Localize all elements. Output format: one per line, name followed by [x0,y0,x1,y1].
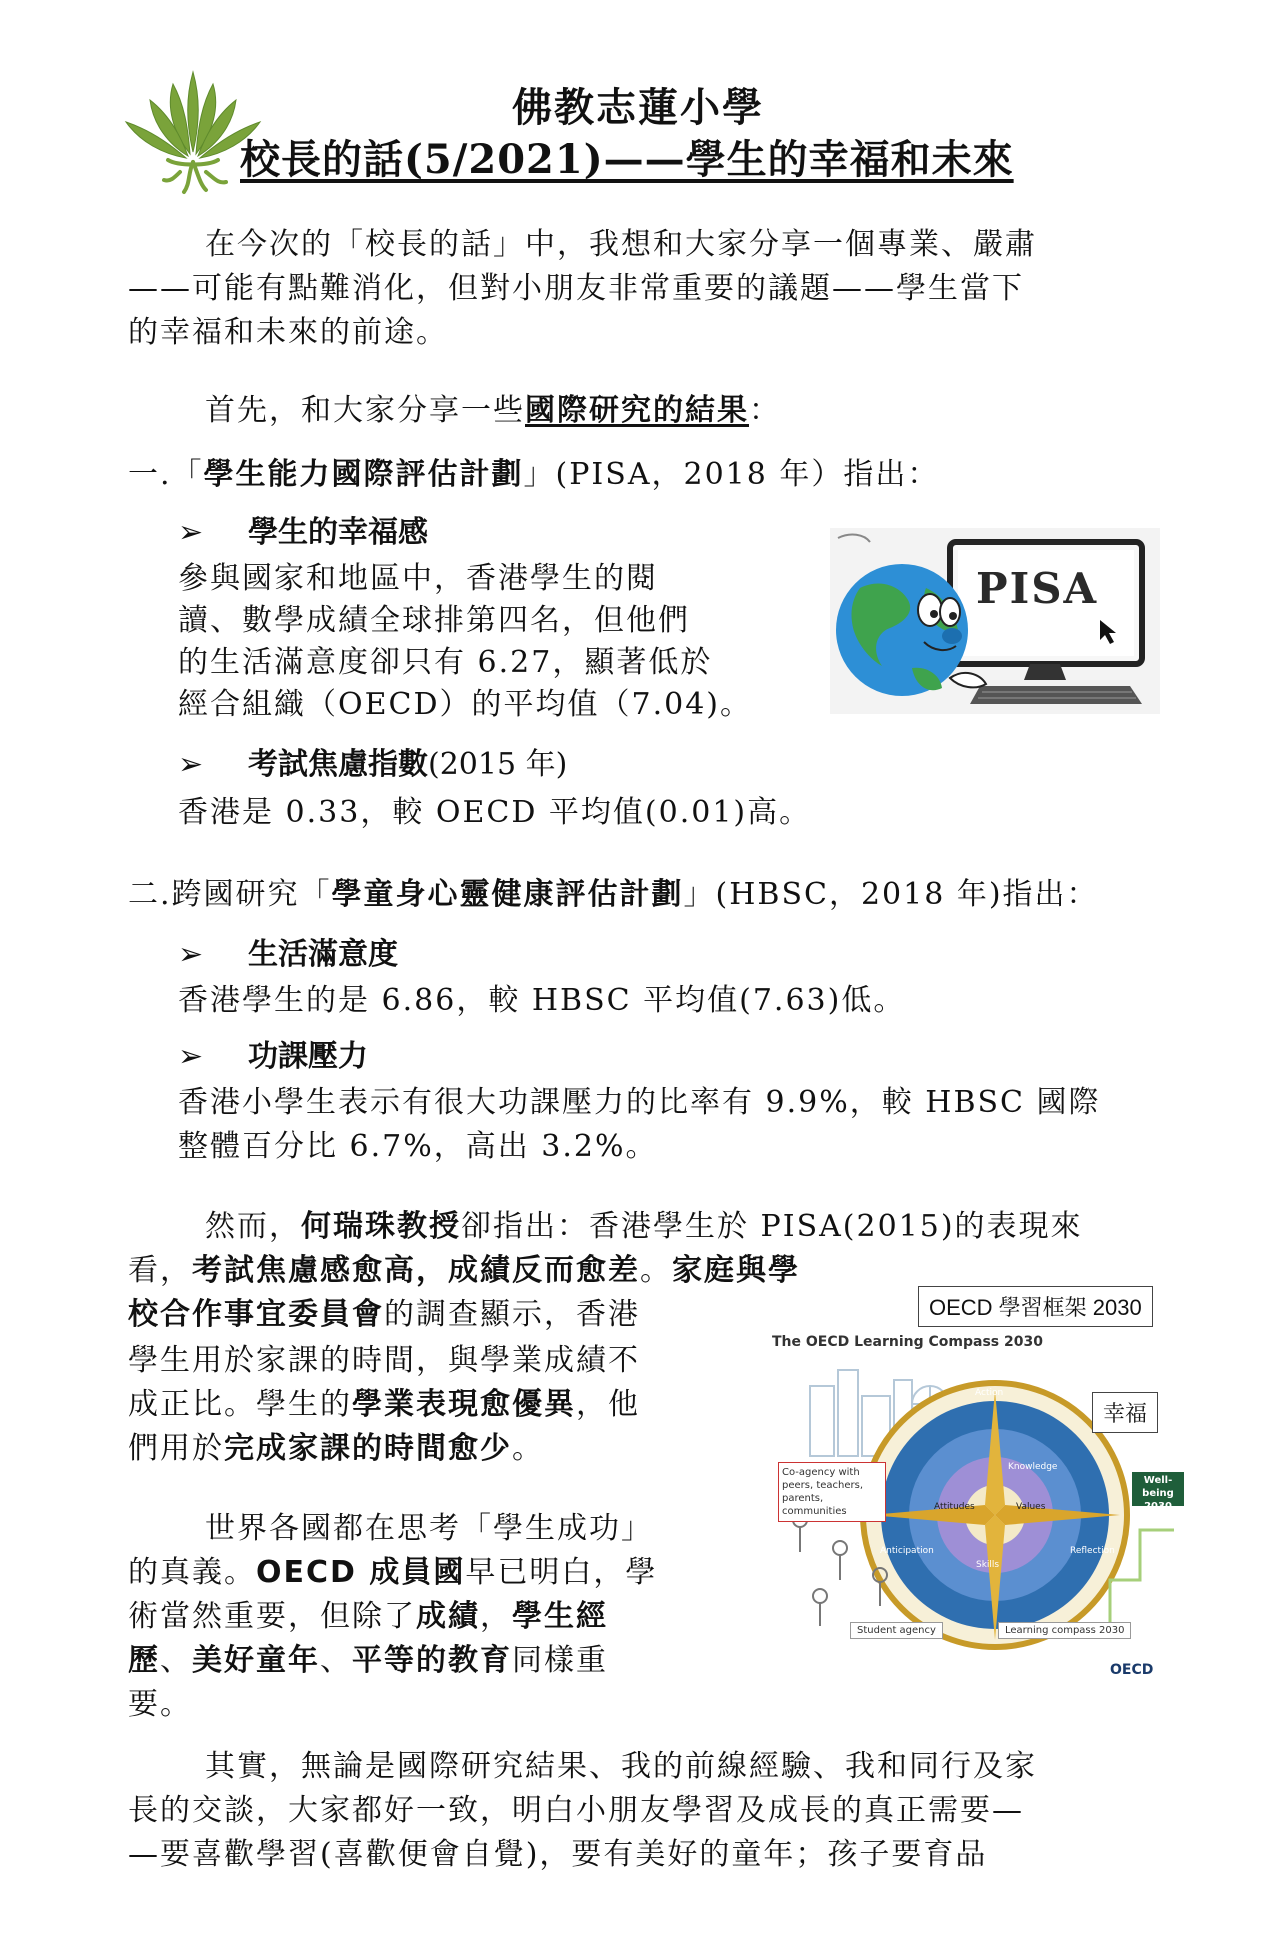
para4-line-3 [128,1596,608,1638]
para4-text: 、 [320,1643,352,1678]
para4-line-1: 世界各國都在思考「學生成功」 [205,1511,653,1546]
para4-line-4 [128,1640,608,1682]
arrow-bullet-icon: ➢ [178,937,204,972]
para4-bold: 學生經 [512,1599,608,1634]
oecd-ring-action: Action [975,1388,1004,1398]
para3-text: ，他 [576,1387,640,1422]
intro-line-3: 的幸福和未來的前途。 [128,315,448,350]
oecd-agency-note: Co-agency with peers, teachers, parents, communities [778,1462,886,1522]
s2-bullet2-line-1: 香港小學生表示有很大功課壓力的比率有 9.9%，較 HBSC 國際 [178,1085,1101,1120]
closing-line-1: 其實，無論是國際研究結果、我的前線經驗、我和同行及家 [205,1749,1037,1784]
s1-bullet2-heading [178,744,567,786]
s2-bullet2-title: 功課壓力 [248,1039,368,1074]
para3-bold: 考試焦慮感愈高，成績反而愈差 [192,1253,640,1288]
s1-bullet2-suffix: (2015 年) [428,747,568,782]
school-name: 佛教志蓮小學 [512,85,764,131]
arrow-bullet-icon: ➢ [178,515,204,550]
para3-text: 。 [512,1431,544,1466]
intro-line-1: 在今次的「校長的話」中，我想和大家分享一個專業、嚴肅 [205,227,1037,262]
oecd-logo: OECD [1110,1662,1154,1678]
para3-line-4: 學生用於家課的時間，與學業成績不 [128,1343,640,1378]
intro-line-2: ——可能有點難消化，但對小朋友非常重要的議題——學生當下 [128,271,1024,306]
para3-text: 然而， [205,1209,301,1244]
oecd-wellbeing-sign: Well-being 2030 [1142,1475,1174,1512]
s1-bullet1-line-2: 讀、數學成績全球排第四名，但他們 [178,603,690,638]
section1-prefix: 一.「 [128,457,204,492]
para4-text: ， [480,1599,512,1634]
s2-bullet2-heading [178,1036,368,1078]
section2-heading [128,874,1099,916]
para3-line-2 [128,1250,800,1292]
pisa-label: PISA [976,564,1099,613]
para4-bold: 平等的教育 [352,1643,512,1678]
para3-text: 成正比。學生的 [128,1387,352,1422]
section2-prefix: 二.跨國研究「 [128,877,332,912]
para4-text: 早已明白，學 [465,1555,658,1590]
para4-text: 的真義。 [128,1555,256,1590]
pisa-illustration [830,528,1160,714]
oecd-wellbeing-label: 幸福 [1092,1392,1158,1433]
para3-bold: 家庭與學 [672,1253,800,1288]
section1-heading [128,454,939,496]
para4-text: 術當然重要，但除了 [128,1599,416,1634]
arrow-bullet-icon: ➢ [178,1039,204,1074]
para4-bold: 美好童年 [192,1643,320,1678]
oecd-student-agency: Student agency [850,1622,943,1639]
para3-text: 。 [640,1253,672,1288]
s1-bullet1-line-4: 經合組織（OECD）的平均值（7.04)。 [178,687,753,722]
para3-line-3 [128,1294,640,1336]
para4-bold: 成績 [416,1599,480,1634]
para3-line-1 [205,1206,1083,1248]
research-intro [205,390,781,432]
para3-bold: 何瑞珠教授 [301,1209,461,1244]
s1-bullet1-heading [178,512,428,554]
oecd-ring-anticipation: Anticipation [880,1546,934,1556]
oecd-ring-reflection: Reflection [1070,1546,1115,1556]
s1-bullet1-line-1: 參與國家和地區中，香港學生的閱 [178,561,658,596]
s2-bullet2-line-2: 整體百分比 6.7%，高出 3.2%。 [178,1129,658,1164]
oecd-caption: OECD 學習框架 2030 [918,1286,1153,1327]
oecd-figure [770,1330,1190,1690]
s2-bullet1-heading [178,934,398,976]
section2-bold: 學童身心靈健康評估計劃 [331,877,684,912]
arrow-bullet-icon: ➢ [178,747,204,782]
s1-bullet2-title: 考試焦慮指數 [248,747,428,782]
oecd-inner-knowledge: Knowledge [1008,1462,1058,1472]
para4-line-2 [128,1552,657,1594]
oecd-subtitle: The OECD Learning Compass 2030 [772,1334,1043,1350]
page-title: 校長的話(5/2021)——學生的幸福和未來 [240,136,1014,183]
research-intro-suffix: ： [749,393,781,428]
s2-bullet1-title: 生活滿意度 [248,937,398,972]
section1-suffix: 」(PISA，2018 年）指出： [523,457,940,492]
para3-bold: 校合作事宜委員會 [128,1297,384,1332]
s1-bullet2-line: 香港是 0.33，較 OECD 平均值(0.01)高。 [178,795,812,830]
section2-suffix: 」(HBSC，2018 年)指出： [683,877,1099,912]
para3-text: 卻指出：香港學生於 PISA(2015)的表現來 [461,1209,1083,1244]
closing-line-3: —要喜歡學習(喜歡便會自覺)，要有美好的童年；孩子要育品 [128,1837,988,1872]
research-intro-bold: 國際研究的結果 [525,393,749,428]
para4-line-5: 要。 [128,1687,192,1722]
research-intro-prefix: 首先，和大家分享一些 [205,393,525,428]
oecd-inner-skills: Skills [976,1560,1000,1570]
para3-text: 看， [128,1253,192,1288]
para3-text: 們用於 [128,1431,224,1466]
para3-line-5 [128,1384,640,1426]
oecd-inner-values: Values [1016,1502,1046,1512]
para4-bold: 歷 [128,1643,160,1678]
para3-line-6 [128,1428,544,1470]
para3-text: 的調查顯示，香港 [384,1297,640,1332]
para4-text: 、 [160,1643,192,1678]
para4-bold: OECD 成員國 [256,1555,466,1590]
para3-bold: 學業表現愈優異 [352,1387,576,1422]
oecd-compass-label: Learning compass 2030 [998,1622,1131,1639]
para4-text: 同樣重 [512,1643,608,1678]
s1-bullet1-title: 學生的幸福感 [248,515,428,550]
closing-line-2: 長的交談，大家都好一致，明白小朋友學習及成長的真正需要— [128,1793,1024,1828]
s2-bullet1-line: 香港學生的是 6.86，較 HBSC 平均值(7.63)低。 [178,983,906,1018]
s1-bullet1-line-3: 的生活滿意度卻只有 6.27，顯著低於 [178,645,713,680]
oecd-inner-attitudes: Attitudes [934,1502,975,1512]
para3-bold: 完成家課的時間愈少 [224,1431,512,1466]
section1-bold: 學生能力國際評估計劃 [203,457,524,492]
